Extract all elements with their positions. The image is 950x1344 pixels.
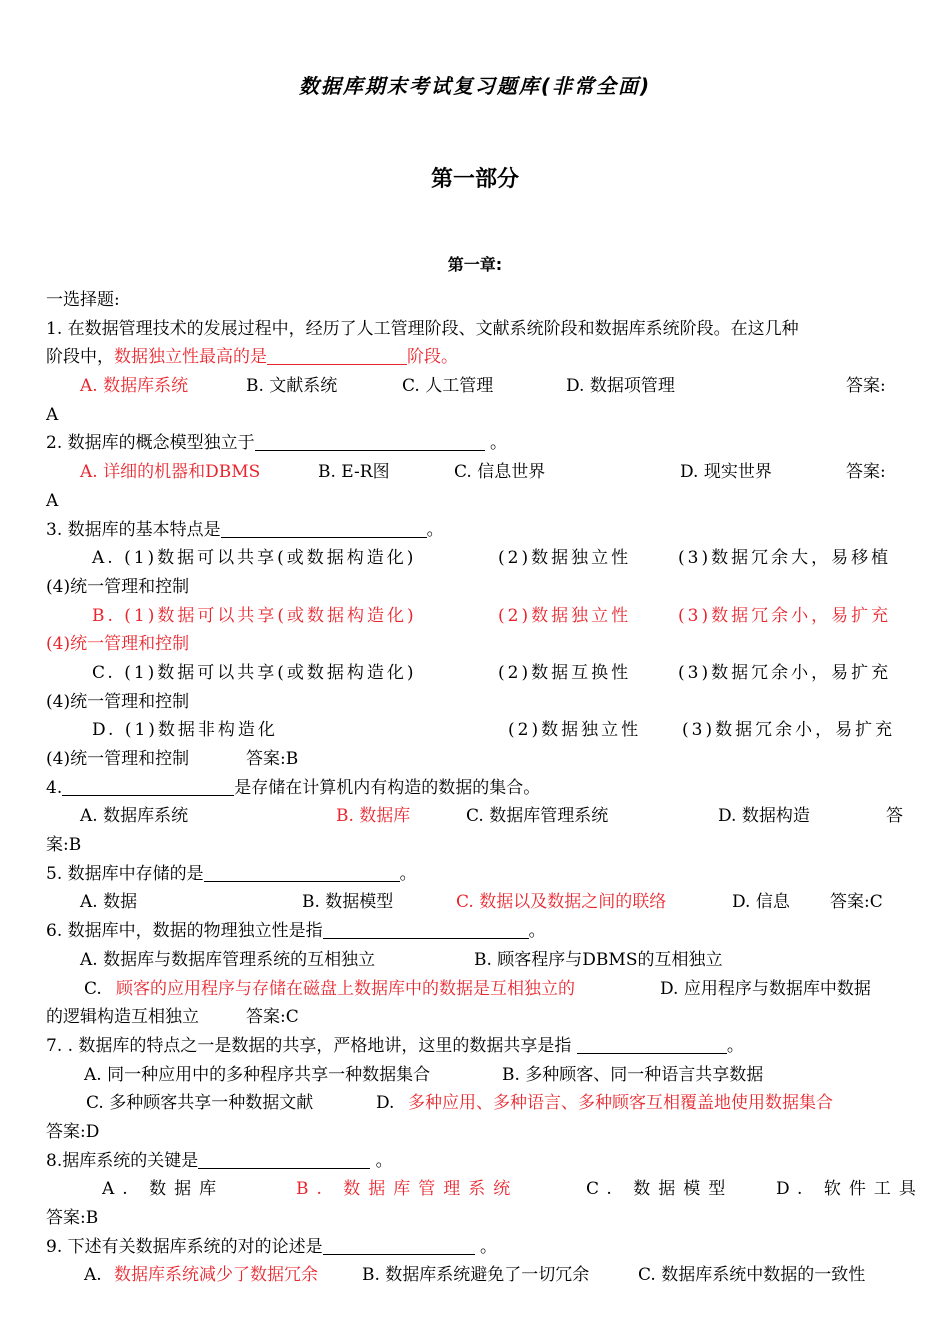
answer-blank (267, 346, 407, 365)
answer-label: 答案: (846, 376, 886, 397)
question-4-text: 是存储在计算机内有构造的数据的集合。 (234, 777, 541, 798)
question-5-text: 5. 数据库中存储的是 (46, 863, 204, 884)
option-d: D. 现实世界 (680, 462, 772, 483)
document-title: 数据库期末考试复习题库(非常全面) (298, 74, 652, 98)
question-6-options-ab (46, 946, 904, 975)
question-8 (46, 1147, 904, 1176)
answer-blank (198, 1150, 370, 1169)
answer-blank (221, 519, 427, 538)
answer-blank (62, 777, 234, 796)
question-4-number: 4. (46, 777, 63, 798)
answer-blank (204, 863, 400, 882)
option-b-part-3: (3)数据冗余小，易扩充 (678, 605, 892, 626)
question-3-end: 。 (426, 519, 444, 540)
answer-value: 答案:D (46, 1121, 100, 1142)
question-2-options (46, 458, 904, 487)
option-a: A. 数据 (80, 892, 138, 913)
option-a: A. 详细的机器和DBMS (80, 462, 261, 483)
option-c: 顾客的应用程序与存储在磁盘上数据库中的数据是互相独立的 (116, 978, 575, 999)
answer-label: 答 (886, 806, 903, 827)
option-a-part-3: (3)数据冗余大，易移植 (678, 548, 892, 569)
option-c: C. 多种顾客共享一种数据文献 (86, 1093, 314, 1114)
answer-value: 案:B (46, 835, 82, 856)
question-9-end: 。 (480, 1236, 498, 1257)
question-1-line-1: 1. 在数据管理技术的发展过程中，经历了人工管理阶段、文献系统阶段和数据库系统阶段。在这几种 (46, 318, 799, 339)
question-6-text: 6. 数据库中，数据的物理独立性是指 (46, 921, 323, 942)
section-heading: 一选择题: (46, 290, 120, 310)
answer-value: 答案:B (246, 749, 299, 769)
option-a: 数据库系统减少了数据冗余 (114, 1265, 318, 1286)
question-8-end: 。 (375, 1150, 393, 1171)
question-1-line-2 (46, 343, 904, 372)
question-6-options-cd (46, 975, 904, 1004)
option-d: D. 信息 (732, 892, 790, 913)
question-7-text: 7. . 数据库的特点之一是数据的共享，严格地讲，这里的数据共享是指 (46, 1035, 572, 1056)
question-7 (46, 1032, 904, 1061)
option-d-part-1: D. (1)数据非构造化 (92, 720, 278, 741)
question-5 (46, 860, 904, 889)
option-c-part-3: (3)数据冗余小，易扩充 (678, 662, 892, 683)
option-d: D. 软件工具 (776, 1179, 924, 1200)
question-7-end: 。 (726, 1035, 744, 1056)
question-5-end: 。 (399, 863, 417, 884)
question-3 (46, 516, 904, 545)
option-d-cont: 的逻辑构造互相独立 (46, 1007, 199, 1028)
answer-value: 答案:C (830, 892, 883, 913)
question-7-options-ab (46, 1061, 904, 1090)
option-c-part-1: C. (1)数据可以共享(或数据构造化) (92, 662, 417, 683)
option-c: C. 数据库系统中数据的一致性 (638, 1265, 866, 1286)
answer-blank (323, 920, 529, 939)
question-2-text: 2. 数据库的概念模型独立于 (46, 433, 255, 454)
question-3-option-d-cont (46, 745, 904, 774)
question-3-option-c-cont: (4)统一管理和控制 (46, 691, 190, 712)
question-2-end: 。 (490, 433, 508, 454)
question-3-option-c (46, 659, 904, 688)
part-heading: 第一部分 (430, 167, 519, 192)
question-5-options (46, 888, 904, 917)
question-4-options (46, 802, 904, 831)
question-3-option-a-cont: (4)统一管理和控制 (46, 576, 190, 597)
option-c: C. 数据以及数据之间的联络 (456, 892, 667, 913)
option-d-label: D. (376, 1093, 395, 1114)
option-a: A. 同一种应用中的多种程序共享一种数据集合 (84, 1064, 431, 1085)
option-a-part-1: A. (1)数据可以共享(或数据构造化) (92, 548, 417, 569)
question-6-end: 。 (528, 921, 546, 942)
option-b: B. 数据库管理系统 (296, 1179, 519, 1200)
question-6 (46, 917, 904, 946)
question-3-option-b-cont: (4)统一管理和控制 (46, 634, 190, 655)
option-a: A. 数据库系统 (80, 806, 189, 827)
option-d: D. 应用程序与数据库中数据 (660, 978, 871, 999)
answer-blank (577, 1035, 727, 1054)
option-b: B. 文献系统 (246, 376, 338, 397)
option-a: A. 数据库与数据库管理系统的互相独立 (80, 949, 376, 970)
option-b: B. 数据库系统避免了一切冗余 (362, 1265, 590, 1286)
option-d-part-3: (3)数据冗余小，易扩充 (682, 720, 896, 741)
option-b: B. 数据模型 (302, 892, 394, 913)
question-1-text: 阶段中， (46, 347, 114, 368)
answer-label: 答案: (846, 462, 886, 483)
answer-value: 答案:B (46, 1208, 99, 1228)
option-c: C. 数据模型 (586, 1179, 734, 1200)
option-d-part-4: (4)统一管理和控制 (46, 749, 190, 769)
option-d: D. 数据构造 (718, 806, 810, 827)
chapter-heading: 第一章: (447, 255, 503, 274)
option-a: A. 数据库 (102, 1179, 225, 1200)
answer-blank (323, 1236, 475, 1255)
question-1-options (46, 372, 904, 401)
option-c: C. 信息世界 (454, 462, 546, 483)
option-d: 多种应用、多种语言、多种顾客互相覆盖地使用数据集合 (408, 1093, 833, 1114)
option-b: B. 多种顾客、同一种语言共享数据 (502, 1064, 764, 1085)
question-2 (46, 429, 904, 458)
option-c-part-2: (2)数据互换性 (498, 662, 632, 683)
question-3-option-d (46, 716, 904, 745)
option-b: B. 数据库 (336, 806, 411, 827)
option-b-part-1: B. (1)数据可以共享(或数据构造化) (92, 605, 417, 626)
option-b: B. 顾客程序与DBMS的互相独立 (474, 949, 723, 970)
question-9-options (46, 1261, 904, 1290)
question-9 (46, 1233, 904, 1262)
question-3-option-b (46, 602, 904, 631)
question-4 (46, 774, 904, 803)
answer-value: A (46, 404, 59, 425)
question-8-options (46, 1175, 924, 1204)
question-8-text: 8.据库系统的关键是 (46, 1150, 199, 1171)
question-3-text: 3. 数据库的基本特点是 (46, 519, 221, 540)
answer-value: A (46, 490, 59, 511)
answer-blank (255, 432, 485, 451)
question-6-cont (46, 1003, 904, 1032)
question-3-option-a (46, 544, 904, 573)
answer-value: 答案:C (246, 1007, 299, 1028)
option-a-label: A. (84, 1265, 102, 1286)
option-d: D. 数据项管理 (566, 376, 675, 397)
option-b: B. E-R图 (318, 462, 390, 483)
question-9-text: 9. 下述有关数据库系统的对的论述是 (46, 1236, 323, 1257)
option-a-part-2: (2)数据独立性 (498, 548, 632, 569)
option-c-label: C. (84, 978, 102, 999)
option-c: C. 数据库管理系统 (466, 806, 609, 827)
option-d-part-2: (2)数据独立性 (508, 720, 642, 741)
option-a: A. 数据库系统 (80, 376, 189, 397)
question-1-highlight: 数据独立性最高的是 (114, 347, 267, 368)
question-7-options-cd (46, 1089, 904, 1118)
option-c: C. 人工管理 (402, 376, 494, 397)
option-b-part-2: (2)数据独立性 (498, 605, 632, 626)
question-1-end: 阶段。 (407, 347, 458, 368)
question-list (46, 286, 924, 1290)
